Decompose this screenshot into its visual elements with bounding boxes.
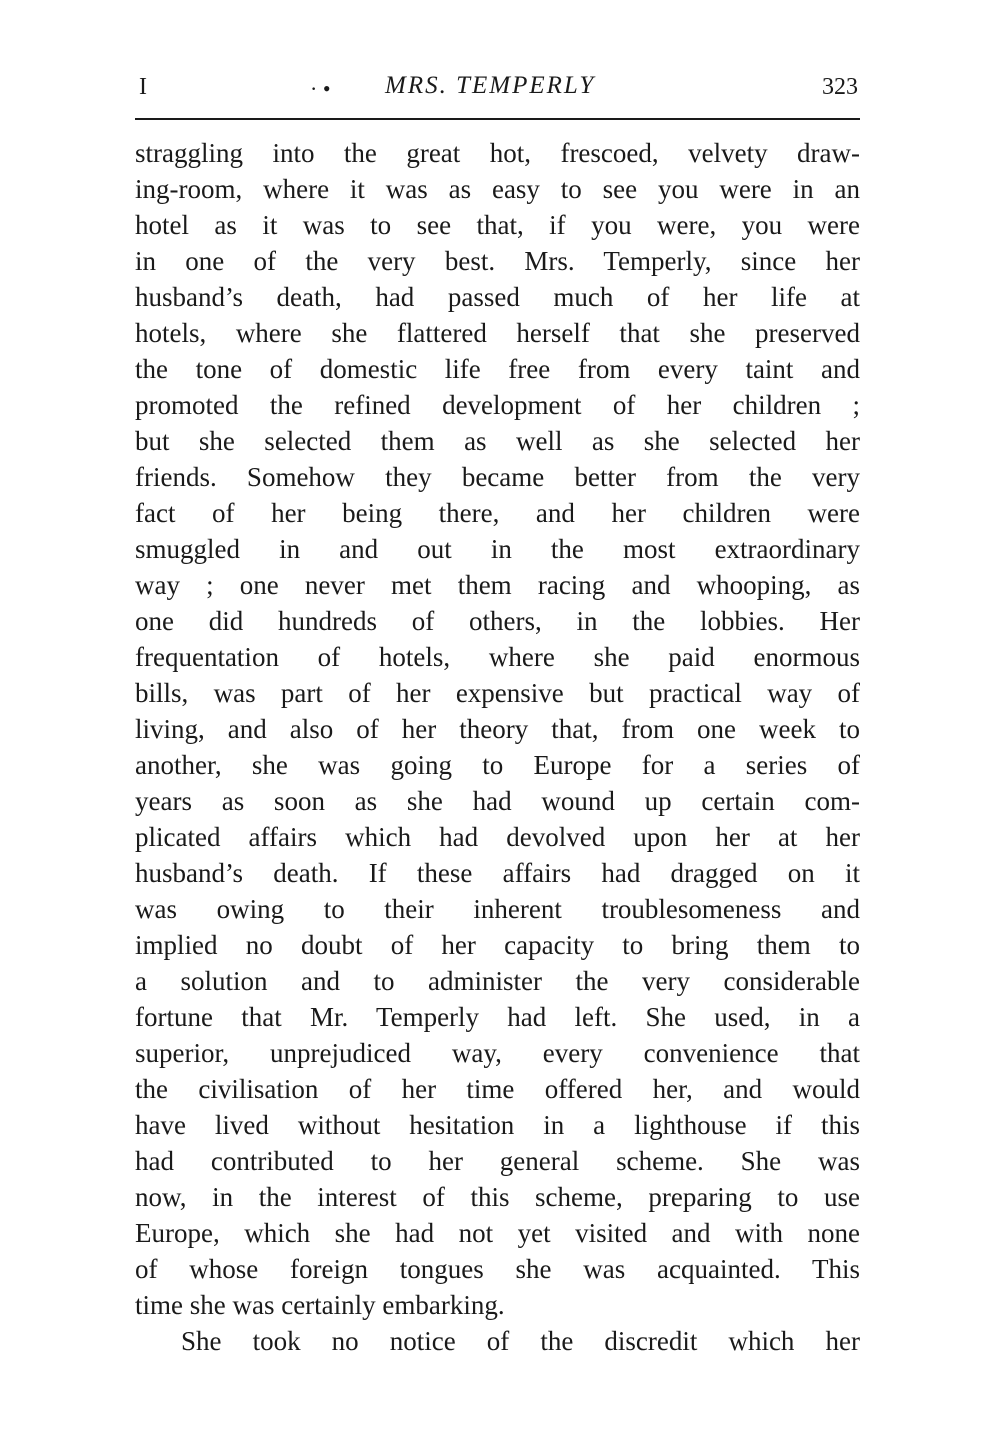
running-head [135, 66, 860, 110]
text-line: way ; one never met them racing and whooping, as [135, 570, 860, 600]
text-line: smuggled in and out in the most extraordinary [135, 534, 860, 564]
text-line: fortune that Mr. Temperly had left. She used, in a [135, 1002, 860, 1032]
text-line: one did hundreds of others, in the lobbies. Her [135, 606, 860, 636]
text-line: fact of her being there, and her children were [135, 498, 860, 528]
text-line: husband’s death. If these affairs had dragged on it [135, 858, 860, 888]
body-text [135, 135, 860, 1359]
text-line: the civilisation of her time offered her, and would [135, 1074, 860, 1104]
text-line: implied no doubt of her capacity to bring them to [135, 930, 860, 960]
running-title: MRS. TEMPERLY [385, 72, 596, 99]
text-line: frequentation of hotels, where she paid enormous [135, 642, 860, 672]
text-line: plicated affairs which had devolved upon her at her [135, 822, 860, 852]
text-line: hotels, where she flattered herself that she preserved [135, 318, 860, 348]
text-line: superior, unprejudiced way, every convenience that [135, 1038, 860, 1068]
paragraph-end-line: time she was certainly embarking. [135, 1290, 505, 1320]
text-line: promoted the refined development of her children ; [135, 390, 860, 420]
text-line: now, in the interest of this scheme, preparing to use [135, 1182, 860, 1212]
text-line: years as soon as she had wound up certain com- [135, 786, 860, 816]
text-line: but she selected them as well as she selected her [135, 426, 860, 456]
text-line: friends. Somehow they became better from the very [135, 462, 860, 492]
paragraph-start-line: She took no notice of the discredit which her [181, 1326, 860, 1356]
text-line: another, she was going to Europe for a series of [135, 750, 860, 780]
text-line: living, and also of her theory that, from one week to [135, 714, 860, 744]
text-line: had contributed to her general scheme. She was [135, 1146, 860, 1176]
text-line: ing-room, where it was as easy to see you were in an [135, 174, 860, 204]
text-line: have lived without hesitation in a lighthouse if this [135, 1110, 860, 1140]
page-number: 323 [822, 74, 858, 100]
text-line: a solution and to administer the very considerable [135, 966, 860, 996]
text-line: Europe, which she had not yet visited and with none [135, 1218, 860, 1248]
text-line: of whose foreign tongues she was acquainted. This [135, 1254, 860, 1284]
text-line: the tone of domestic life free from every taint and [135, 354, 860, 384]
text-line: was owing to their inherent troublesomeness and [135, 894, 860, 924]
text-line: bills, was part of her expensive but practical way of [135, 678, 860, 708]
text-line: straggling into the great hot, frescoed, velvety draw- [135, 138, 860, 168]
ornament: · • [310, 76, 331, 101]
header-rule [135, 118, 860, 120]
text-line: hotel as it was to see that, if you were, you were [135, 210, 860, 240]
signature-mark: I [139, 74, 148, 100]
text-line: in one of the very best. Mrs. Temperly, since her [135, 246, 860, 276]
text-line: husband’s death, had passed much of her life at [135, 282, 860, 312]
